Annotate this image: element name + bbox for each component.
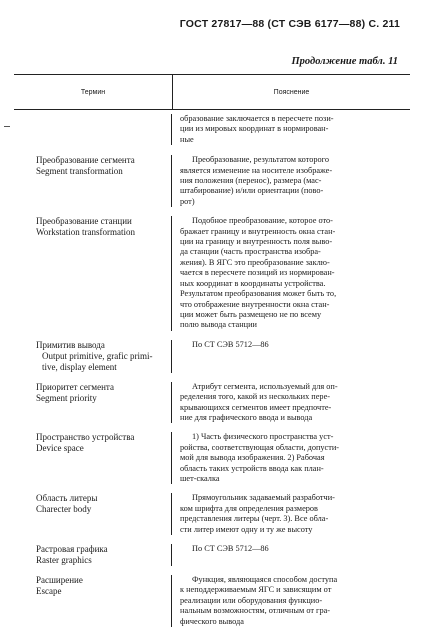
explanation-line: к неподдерживаемым ЯГС и зависящим от xyxy=(180,585,332,595)
page-header: ГОСТ 27817—88 (СТ СЭВ 6177—88) С. 211 xyxy=(179,18,400,30)
explanation-line: ные xyxy=(180,134,194,144)
explanation-line: образование заключается в пересчете пози- xyxy=(180,114,334,123)
explanation-cell xyxy=(172,216,410,330)
explanation-line: Атрибут сегмента, используемый для оп- xyxy=(192,381,338,391)
explanation-line: жения). В ЯГС это преобразование заклю- xyxy=(180,257,330,267)
term-en: Escape xyxy=(36,586,62,596)
term-en: Workstation transformation xyxy=(36,227,136,238)
explanation-line: ных координат в координаты устройства. xyxy=(180,278,326,288)
term-cell xyxy=(14,544,172,566)
explanation-line: реализации или оборудования функцио- xyxy=(180,595,323,605)
term-ru: Преобразование сегмента xyxy=(36,155,135,166)
explanation-line: Результатом преобразования может быть то, xyxy=(180,289,337,299)
explanation-line: По СТ СЭВ 5712—86 xyxy=(192,339,269,349)
column-header-explanation: Пояснение xyxy=(273,88,310,96)
table-row xyxy=(14,331,410,373)
explanation-line: чается в пересчете позиций из нормирован- xyxy=(180,268,335,278)
term-cell xyxy=(14,382,172,424)
term-en: tive, display element xyxy=(42,361,117,372)
term-cell xyxy=(14,493,172,535)
explanation-line: полю вывода станции xyxy=(180,320,257,330)
explanation-line: ние для графического ввода и вывода xyxy=(180,412,313,422)
term-cell xyxy=(14,340,172,373)
explanation-line: ции из мировых координат в нормирован- xyxy=(180,124,329,134)
explanation-line: ния положения (перенос), размера (мас- xyxy=(180,176,322,186)
explanation-line: ройства, соответствующая области, допусти- xyxy=(180,442,340,452)
term-cell xyxy=(14,216,172,330)
table-row xyxy=(14,207,410,330)
explanation-cell xyxy=(172,155,410,207)
term-cell xyxy=(14,432,172,484)
table-continuation-label: Продолжение табл. 11 xyxy=(291,56,398,67)
table-body xyxy=(14,110,410,631)
explanation-cell xyxy=(172,493,410,535)
terms-table xyxy=(14,74,410,631)
term-ru: Преобразование станции xyxy=(36,216,132,227)
term-ru: Примитив вывода xyxy=(36,339,105,350)
explanation-line: сти литер имеют одну и ту же высоту xyxy=(180,524,313,534)
term-en: Segment transformation xyxy=(36,166,123,177)
explanation-line: ком шрифта для определения размеров xyxy=(180,503,318,513)
explanation-line: нальным возможностям, отличным от гра- xyxy=(180,606,331,616)
explanation-cell xyxy=(172,544,410,566)
explanation-cell xyxy=(172,382,410,424)
term-cell xyxy=(14,155,172,207)
explanation-cell xyxy=(172,432,410,484)
term-en: Charecter body xyxy=(36,504,92,515)
table-row xyxy=(14,373,410,424)
explanation-line: область таких устройств ввода как план- xyxy=(180,463,324,473)
explanation-line: ределения того, какой из нескольких пере- xyxy=(180,392,331,402)
term-ru: Растровая графика xyxy=(36,544,108,554)
table-row xyxy=(14,484,410,535)
explanation-line: да станции (часть пространства изобра- xyxy=(180,247,321,257)
table-row xyxy=(14,566,410,631)
term-en: Device space xyxy=(36,443,84,454)
term-en: Raster graphics xyxy=(36,555,92,565)
explanation-line: Прямоугольник задаваемый разработчи- xyxy=(192,493,335,503)
explanation-line: Преобразование, результатом которого xyxy=(192,155,330,165)
explanation-line: мой для вывода изображения. 2) Рабочая xyxy=(180,453,325,463)
table-header xyxy=(14,74,410,110)
explanation-line: шет-скалка xyxy=(180,473,220,483)
explanation-cell xyxy=(172,340,410,373)
explanation-line: что отображение внутренности окна стан- xyxy=(180,299,330,309)
explanation-line: представления литеры (черт. 3). Все обла- xyxy=(180,514,329,524)
column-header-term: Термин xyxy=(14,75,173,109)
explanation-cell xyxy=(172,114,410,145)
explanation-line: фического вывода xyxy=(180,616,244,626)
explanation-line: является изменение на носителе изображе- xyxy=(180,165,333,175)
term-cell xyxy=(14,575,172,627)
explanation-line: Подобное преобразование, которое ото- xyxy=(192,216,333,226)
explanation-line: бражает границу и внутренность окна стан- xyxy=(180,226,336,236)
table-row xyxy=(14,535,410,566)
table-row xyxy=(14,423,410,484)
table-row-intro xyxy=(14,110,410,145)
term-en: Segment priority xyxy=(36,392,97,403)
explanation-line: крывающихся сегментов имеет предпочте- xyxy=(180,402,332,412)
explanation-line: Функция, являющаяся способом доступа xyxy=(192,575,338,584)
table-row xyxy=(14,145,410,207)
explanation-cell xyxy=(172,575,410,627)
explanation-line: 1) Часть физического пространства уст- xyxy=(192,432,334,442)
explanation-line: штабирование) и/или ориентации (пово- xyxy=(180,186,324,196)
term-ru: Область литеры xyxy=(36,493,98,504)
term-ru: Приоритет сегмента xyxy=(36,381,114,392)
term-cell-empty xyxy=(14,114,172,145)
term-ru: Расширение xyxy=(36,575,83,585)
margin-marker xyxy=(4,126,10,127)
explanation-line: По СТ СЭВ 5712—86 xyxy=(192,544,269,553)
explanation-line: рот) xyxy=(180,196,195,206)
explanation-line: ции может быть размещено не по всему xyxy=(180,309,322,319)
explanation-line: ции на границу и внутренность поля выво- xyxy=(180,237,333,247)
term-en: Output primitive, grafic primi- xyxy=(42,350,153,361)
term-ru: Пространство устройства xyxy=(36,432,135,443)
